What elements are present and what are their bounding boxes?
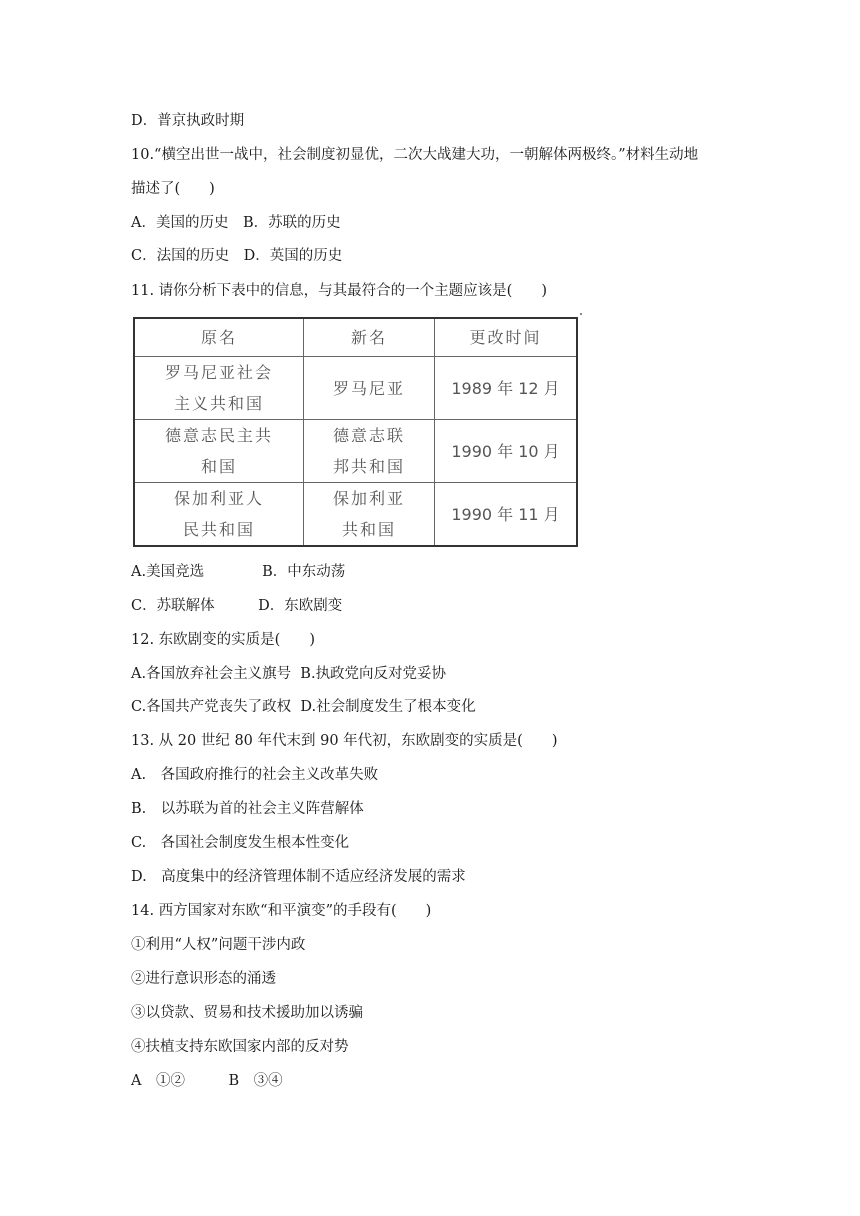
q14-item-3: ③以贷款、贸易和技术援助加以诱骗 bbox=[131, 1005, 363, 1021]
line-d-putin: D．普京执政时期 bbox=[131, 113, 245, 129]
header-change-time: 更改时间 bbox=[435, 318, 578, 357]
q10-options-cd: C．法国的历史 D．英国的历史 bbox=[131, 248, 343, 264]
cell-change-time: 1990 年 11 月 bbox=[435, 483, 578, 547]
q14-item-2: ②进行意识形态的涌透 bbox=[131, 971, 276, 987]
question-13: 13. 从 20 世纪 80 年代末到 90 年代初，东欧剧变的实质是( ) bbox=[131, 733, 558, 749]
cell-original-name: 德意志民主共 和国 bbox=[134, 420, 304, 483]
cell-change-time: 1990 年 10 月 bbox=[435, 420, 578, 483]
q14-options-ab: A ①② B ③④ bbox=[131, 1073, 283, 1089]
header-new-name: 新名 bbox=[304, 318, 435, 357]
q12-options-cd: C.各国共产党丧失了政权 D.社会制度发生了根本变化 bbox=[131, 699, 476, 715]
q13-option-a: A. 各国政府推行的社会主义改革失败 bbox=[131, 767, 379, 783]
q13-option-b: B. 以苏联为首的社会主义阵营解体 bbox=[131, 801, 364, 817]
q14-item-1: ①利用“人权”问题干涉内政 bbox=[131, 937, 306, 953]
q13-option-c: C. 各国社会制度发生根本性变化 bbox=[131, 835, 350, 851]
table-row bbox=[134, 357, 577, 420]
q14-item-4: ④扶植支持东欧国家内部的反对势 bbox=[131, 1039, 349, 1055]
cell-original-name: 罗马尼亚社会 主义共和国 bbox=[134, 357, 304, 420]
table-row bbox=[134, 420, 577, 483]
cell-new-name: 罗马尼亚 bbox=[304, 357, 435, 420]
q11-options-cd: C．苏联解体 D．东欧剧变 bbox=[131, 598, 343, 614]
q10-options-ab: A．美国的历史 B．苏联的历史 bbox=[131, 215, 341, 231]
question-11: 11. 请你分析下表中的信息，与其最符合的一个主题应该是( ) bbox=[131, 283, 547, 299]
rename-table bbox=[133, 317, 578, 547]
q11-options-ab: A.美国竞选 B．中东动荡 bbox=[131, 564, 346, 580]
question-12: 12. 东欧剧变的实质是( ) bbox=[131, 632, 315, 648]
cell-new-name: 保加利亚 共和国 bbox=[304, 483, 435, 547]
q12-options-ab: A.各国放弃社会主义旗号 B.执政党向反对党妥协 bbox=[131, 666, 447, 682]
header-original-name: 原名 bbox=[134, 318, 304, 357]
q13-option-d: D. 高度集中的经济管理体制不适应经济发展的需求 bbox=[131, 869, 466, 885]
question-10-cont: 描述了( ) bbox=[131, 181, 215, 197]
stray-dot bbox=[580, 313, 582, 315]
cell-new-name: 德意志联 邦共和国 bbox=[304, 420, 435, 483]
question-10: 10.“横空出世一战中，社会制度初显优，二次大战建大功，一朝解体两极终。”材料生动地 bbox=[131, 147, 699, 163]
question-14: 14. 西方国家对东欧“和平演变”的手段有( ) bbox=[131, 903, 432, 919]
table-row bbox=[134, 483, 577, 547]
cell-change-time: 1989 年 12 月 bbox=[435, 357, 578, 420]
cell-original-name: 保加利亚人 民共和国 bbox=[134, 483, 304, 547]
